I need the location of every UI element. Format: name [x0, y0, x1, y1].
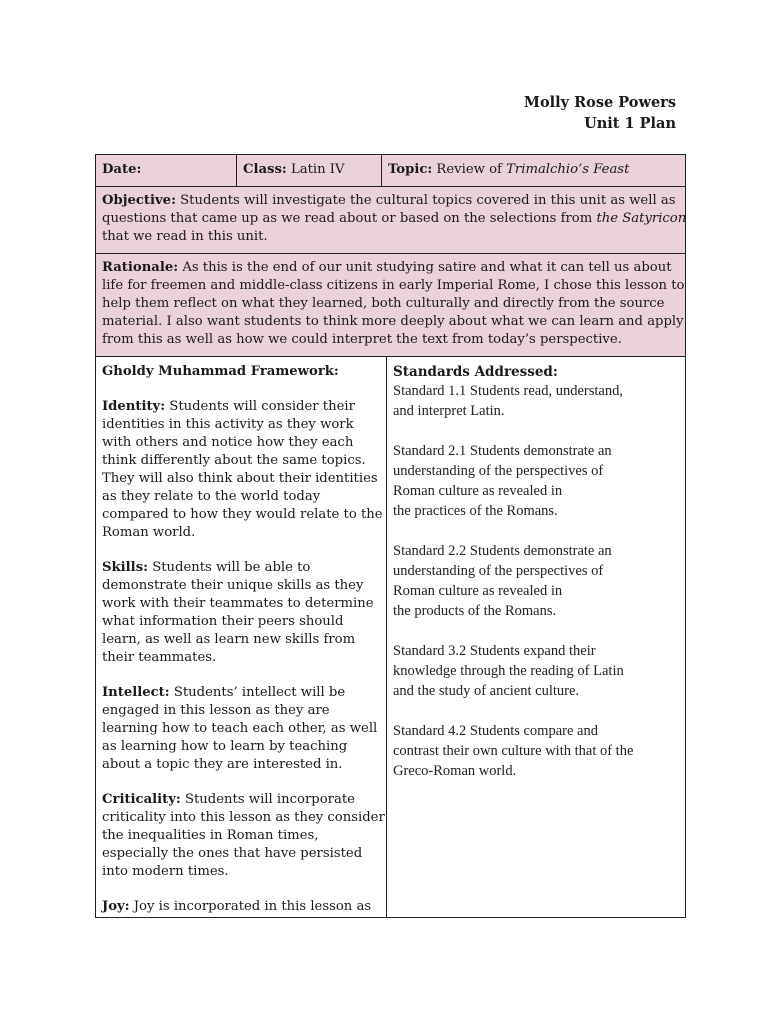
- standard-1-1-line-0: Standard 1.1 Students read, understand,: [393, 383, 623, 399]
- standard-3-2-line-1: knowledge through the reading of Latin: [393, 663, 624, 679]
- standard-4-2-line-2: Greco-Roman world.: [393, 763, 517, 779]
- framework-column: [96, 357, 387, 917]
- author-name: Molly Rose Powers: [523, 94, 676, 111]
- standard-2-1-line-3: the practices of the Romans.: [393, 503, 558, 519]
- topic-label: Topic: [388, 162, 428, 177]
- intellect-line-2: learning how to teach each other, as well: [102, 721, 378, 736]
- main-row: [96, 357, 685, 917]
- criticality-line-3: especially the ones that have persisted: [102, 846, 363, 861]
- intellect-section: [102, 684, 380, 774]
- standard-3-2-line-0: Standard 3.2 Students expand their: [393, 643, 596, 659]
- identity-text-0: Students will consider their: [165, 399, 355, 414]
- class-value: Latin IV: [286, 162, 345, 177]
- rationale-colon: :: [173, 260, 179, 275]
- objective-text-2: questions that came up as we read about or based on the selections from: [102, 211, 597, 226]
- standard-1-1: [393, 381, 679, 421]
- standard-2-1-line-0: Standard 2.1 Students demonstrate an: [393, 443, 612, 459]
- skills-line-3: what information their peers should: [102, 614, 344, 629]
- standard-4-2-line-1: contrast their own culture with that of the: [393, 743, 634, 759]
- identity-line-6: compared to how they would relate to the: [102, 507, 383, 522]
- rationale-row: [96, 254, 685, 357]
- objective-row: [96, 187, 685, 254]
- framework-heading: [102, 363, 380, 381]
- intellect-label: Intellect:: [102, 685, 170, 700]
- standard-2-2-line-2: Roman culture as revealed in: [393, 583, 563, 599]
- identity-section: [102, 398, 383, 542]
- objective-line-1: [102, 192, 679, 210]
- standards-column: [387, 357, 685, 917]
- joy-line-0: [102, 898, 380, 916]
- objective-colon: :: [171, 193, 176, 208]
- rationale-line-4: material. I also want students to think more deeply about what we can learn and apply: [102, 314, 684, 329]
- skills-line-1: demonstrate their unique skills as they: [102, 578, 364, 593]
- lesson-plan-table: [95, 154, 686, 918]
- criticality-section: [102, 791, 385, 881]
- intellect-text-0: Students’ intellect will be: [169, 685, 346, 700]
- standard-2-2-line-3: the products of the Romans.: [393, 603, 557, 619]
- standard-4-2-line-0: Standard 4.2 Students compare and: [393, 723, 598, 739]
- joy-label: Joy:: [102, 899, 130, 914]
- criticality-line-4: into modern times.: [102, 864, 229, 879]
- joy-section: [102, 898, 380, 916]
- rationale-line-1: [102, 259, 679, 277]
- identity-line-0: [102, 398, 380, 416]
- standard-3-2-line-2: and the study of ancient culture.: [393, 683, 580, 699]
- objective-label: Objective: [102, 193, 172, 208]
- skills-label: Skills: [102, 560, 144, 575]
- skills-section: [102, 559, 380, 667]
- criticality-line-0: [102, 791, 380, 809]
- standard-3-2: [393, 641, 679, 701]
- identity-line-1: identities in this activity as they work: [102, 417, 354, 432]
- intellect-line-4: about a topic they are interested in.: [102, 757, 343, 772]
- skills-text-0: Students will be able to: [148, 560, 311, 575]
- rationale-label: Rationale: [102, 260, 174, 275]
- skills-line-5: their teammates.: [102, 650, 217, 665]
- standard-2-2: [393, 541, 679, 621]
- topic-cell: [382, 155, 685, 186]
- joy-text-0: Joy is incorporated in this lesson as: [129, 899, 372, 914]
- standard-2-1-line-1: understanding of the perspectives of: [393, 463, 604, 479]
- skills-line-0: [102, 559, 380, 577]
- objective-satyricon: the Satyricon: [596, 211, 687, 226]
- identity-line-4: They will also think about their identities: [102, 471, 378, 486]
- objective-line-3: that we read in this unit.: [102, 229, 268, 244]
- identity-line-2: with others and notice how they each: [102, 435, 354, 450]
- class-label: Class: [243, 162, 282, 177]
- criticality-text-0: Students will incorporate: [180, 792, 355, 807]
- topic-value-title: Trimalchio’s Feast: [506, 162, 630, 177]
- framework-heading-text: Gholdy Muhammad Framework:: [102, 364, 339, 379]
- intellect-line-0: [102, 684, 380, 702]
- rationale-line-3: help them reflect on what they learned, both culturally and directly from the source: [102, 296, 665, 311]
- rationale-line-5: from this as well as how we could interpret the text from today’s perspective.: [102, 332, 622, 347]
- topic-value-prefix: Review of: [432, 162, 507, 177]
- identity-line-5: as they relate to the world today: [102, 489, 321, 504]
- intellect-line-1: engaged in this lesson as they are: [102, 703, 330, 718]
- document-header: [524, 92, 676, 134]
- intellect-line-3: as learning how to learn by teaching: [102, 739, 348, 754]
- skills-line-2: work with their teammates to determine: [102, 596, 374, 611]
- standard-2-1-line-2: Roman culture as revealed in: [393, 483, 563, 499]
- standard-2-1: [393, 441, 679, 521]
- criticality-line-1: criticality into this lesson as they consider: [102, 810, 385, 825]
- criticality-label: Criticality:: [102, 792, 181, 807]
- skills-line-4: learn, as well as learn new skills from: [102, 632, 356, 647]
- identity-label: Identity:: [102, 399, 166, 414]
- topic-colon: :: [427, 162, 433, 177]
- rationale-line-2: life for freemen and middle-class citizens in early Imperial Rome, I chose this lesson to: [102, 278, 685, 293]
- plan-title: Unit 1 Plan: [584, 115, 676, 132]
- objective-line-2: [102, 210, 687, 228]
- skills-colon: :: [143, 560, 148, 575]
- standard-4-2: [393, 721, 679, 781]
- class-cell: [237, 155, 382, 186]
- date-cell: [96, 155, 237, 186]
- standards-heading: Standards Addressed:: [393, 364, 558, 380]
- info-row: [96, 155, 685, 187]
- objective-text-1: Students will investigate the cultural topics covered in this unit as well as: [175, 193, 676, 208]
- standard-1-1-line-1: and interpret Latin.: [393, 403, 505, 419]
- identity-line-7: Roman world.: [102, 525, 196, 540]
- date-label: Date: [102, 162, 137, 177]
- standard-2-2-line-1: understanding of the perspectives of: [393, 563, 604, 579]
- class-colon: :: [281, 162, 287, 177]
- standard-2-2-line-0: Standard 2.2 Students demonstrate an: [393, 543, 612, 559]
- identity-line-3: think differently about the same topics.: [102, 453, 366, 468]
- rationale-text-1: As this is the end of our unit studying satire and what it can tell us about: [178, 260, 672, 275]
- date-colon: :: [136, 162, 142, 177]
- criticality-line-2: the inequalities in Roman times,: [102, 828, 319, 843]
